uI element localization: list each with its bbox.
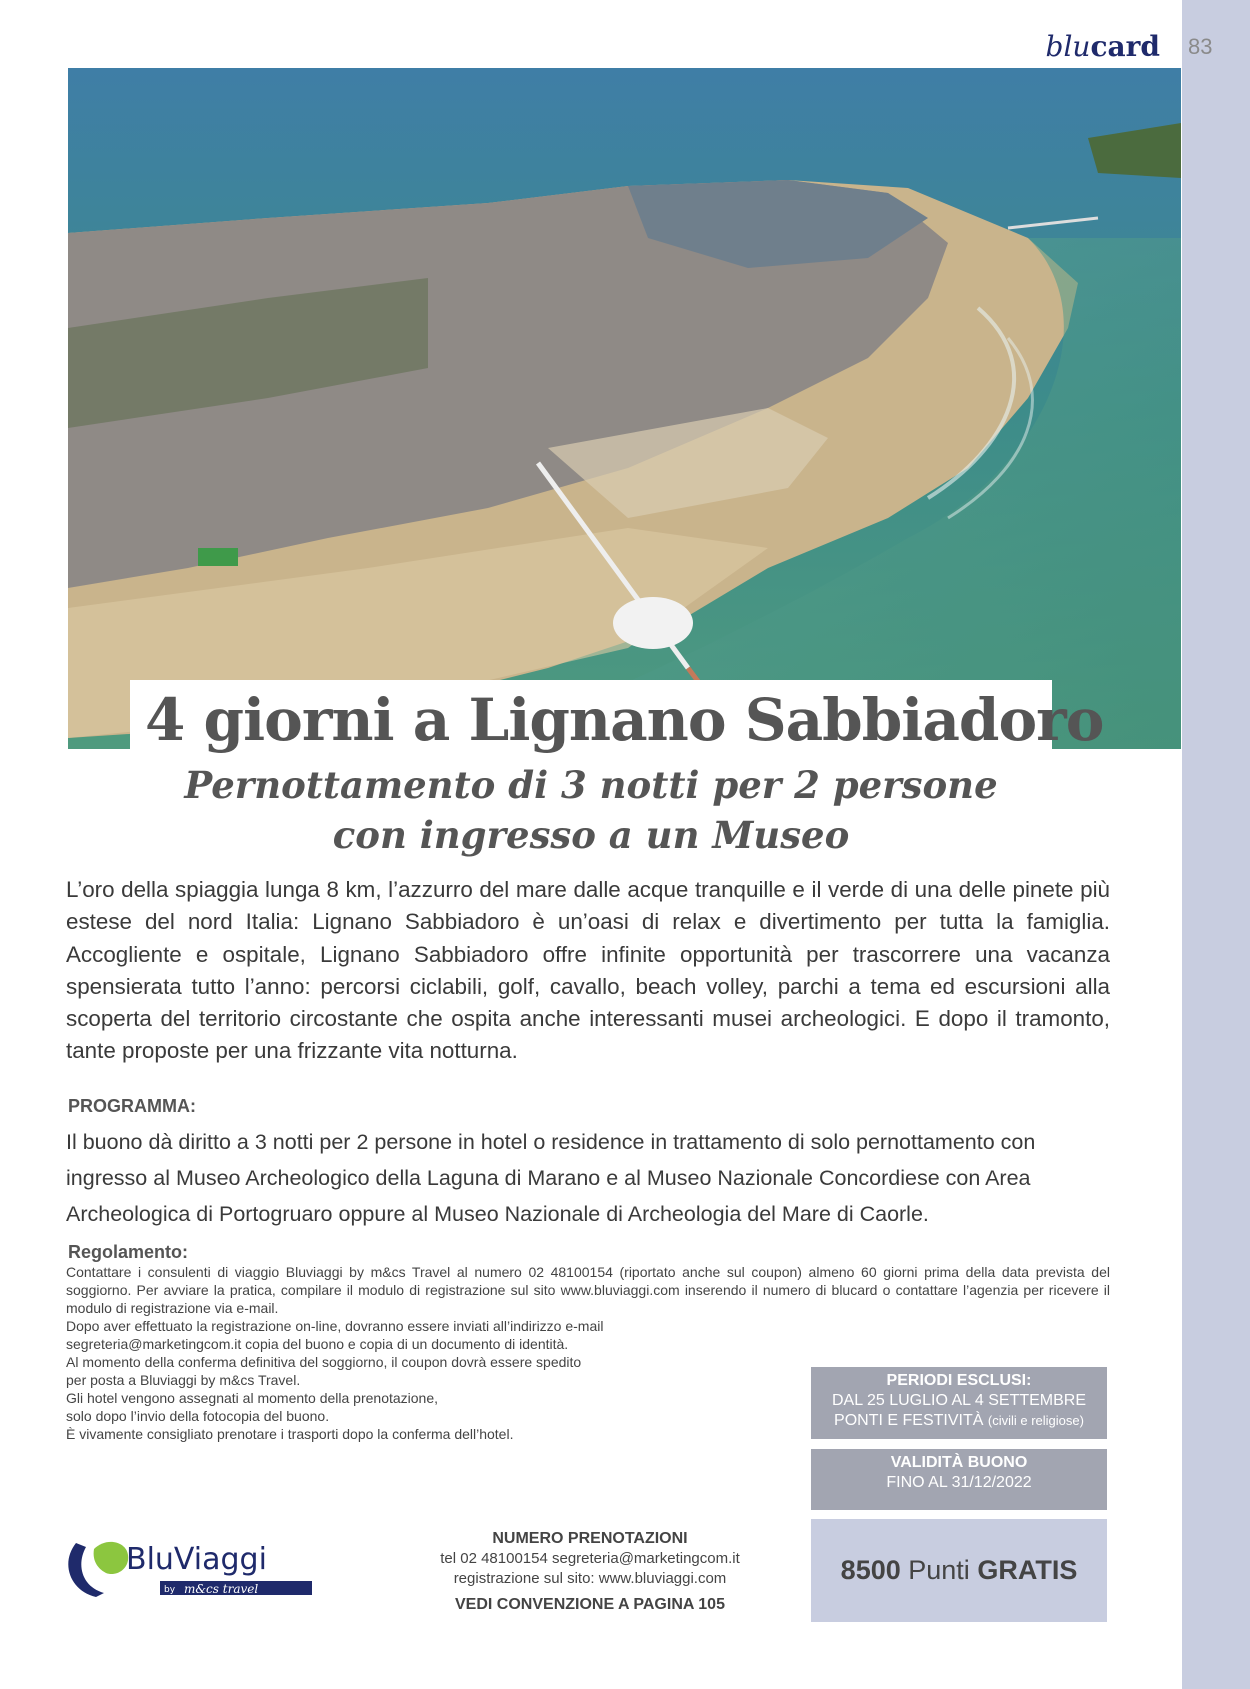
programma-heading: PROGRAMMA: [68, 1096, 196, 1116]
aerial-beach-photo [68, 68, 1181, 749]
bluviaggi-logo [66, 1533, 326, 1605]
subtitle [130, 760, 1052, 860]
regolamento-heading: Regolamento: [68, 1242, 189, 1262]
punti-amount: 8500 [840, 1555, 901, 1585]
regolamento-line: È vivamente consigliato prenotare i trasporti dopo la conferma dell’hotel. [66, 1426, 514, 1442]
regolamento-line: Gli hotel vengono assegnati al momento della prenotazione, [66, 1390, 439, 1406]
contacts-line-2: registrazione sul sito: www.bluviaggi.com [453, 1570, 727, 1587]
contacts-heading: NUMERO PRENOTAZIONI [492, 1530, 688, 1547]
regolamento-line: solo dopo l’invio della fotocopia del buono. [66, 1408, 330, 1424]
periodi-esclusi-box [811, 1367, 1107, 1439]
svg-text:m&cs travel: m&cs travel [184, 1582, 259, 1596]
page-title: 4 giorni a Lignano Sabbiadoro [145, 686, 1104, 754]
programma-text: Il buono dà diritto a 3 notti per 2 persone in hotel o residence in trattamento di solo pernottamento con ingresso al Museo Archeologico della Laguna di Marano e al Museo Nazionale Concordiese con Area Archeologica di Portogruaro oppure al Museo Nazionale di Archeologia del Mare di Caorle. [66, 1130, 1036, 1226]
side-color-band [1182, 0, 1250, 1689]
svg-text:by: by [164, 1585, 176, 1595]
intro-paragraph: L’oro della spiaggia lunga 8 km, l’azzurro del mare dalle acque tranquille e il verde di una delle pinete più estese del nord Italia: Lignano Sabbiadoro è un’oasi di relax e divertimento per tutta la famiglia. Accogliente e ospitale, Lignano Sabbiadoro offre infinite opportunità per trascorrere una vacanza spensierata tutto l’anno: percorsi ciclabili, golf, cavallo, beach volley, parchi a tema ed escursioni alla scoperta del territorio circostante che ospita anche interessanti musei archeologici. E dopo il tramonto, tante proposte per una frizzante vita notturna. [66, 877, 1110, 1064]
subtitle-line-1: Pernottamento di 3 notti per 2 persone [184, 763, 998, 807]
bluviaggi-logo-graphic [66, 1533, 326, 1605]
periodi-line-2: PONTI E FESTIVITÀ (civili e religiose) [834, 1412, 1084, 1429]
contacts-line-1: tel 02 48100154 segreteria@marketingcom.it [440, 1550, 740, 1567]
regolamento-line: Al momento della conferma definitiva del soggiorno, il coupon dovrà essere spedito [66, 1354, 582, 1370]
blucard-brand: blucard [1045, 30, 1160, 63]
periodi-heading: PERIODI ESCLUSI: [886, 1372, 1032, 1389]
punti-label: Punti [908, 1555, 970, 1585]
punti-suffix: GRATIS [977, 1555, 1078, 1585]
validita-line: FINO AL 31/12/2022 [886, 1474, 1032, 1491]
contacts-footer: VEDI CONVENZIONE A PAGINA 105 [455, 1596, 725, 1613]
subtitle-line-2: con ingresso a un Museo [332, 813, 850, 857]
svg-text:BluViaggi: BluViaggi [126, 1542, 267, 1577]
regolamento-lines [66, 1317, 766, 1443]
page-number: 83 [1188, 34, 1213, 59]
periodi-line-1: DAL 25 LUGLIO AL 4 SETTEMBRE [831, 1392, 1087, 1409]
validita-heading: VALIDITÀ BUONO [890, 1454, 1028, 1471]
punti-box [811, 1519, 1107, 1622]
regolamento-line: Dopo aver effettuato la registrazione on-line, dovranno essere inviati all’indirizzo e-mail [66, 1318, 604, 1334]
validita-buono-box [811, 1449, 1107, 1510]
regolamento-line: per posta a Bluviaggi by m&cs Travel. [66, 1372, 301, 1388]
regolamento-line: segreteria@marketingcom.it copia del buono e copia di un documento di identità. [66, 1336, 569, 1352]
contacts-block [410, 1529, 770, 1615]
regolamento-paragraph: Contattare i consulenti di viaggio Bluviaggi by m&cs Travel al numero 02 48100154 (riportato anche sul coupon) almeno 60 giorni prima della data prevista del soggiorno. Per avviare la pratica, compilare il modulo di registrazione sul sito www.bluviaggi.com inserendo il numero di blucard o contattare l’agenzia per ricevere il modulo di registrazione via e-mail. [66, 1264, 1110, 1316]
